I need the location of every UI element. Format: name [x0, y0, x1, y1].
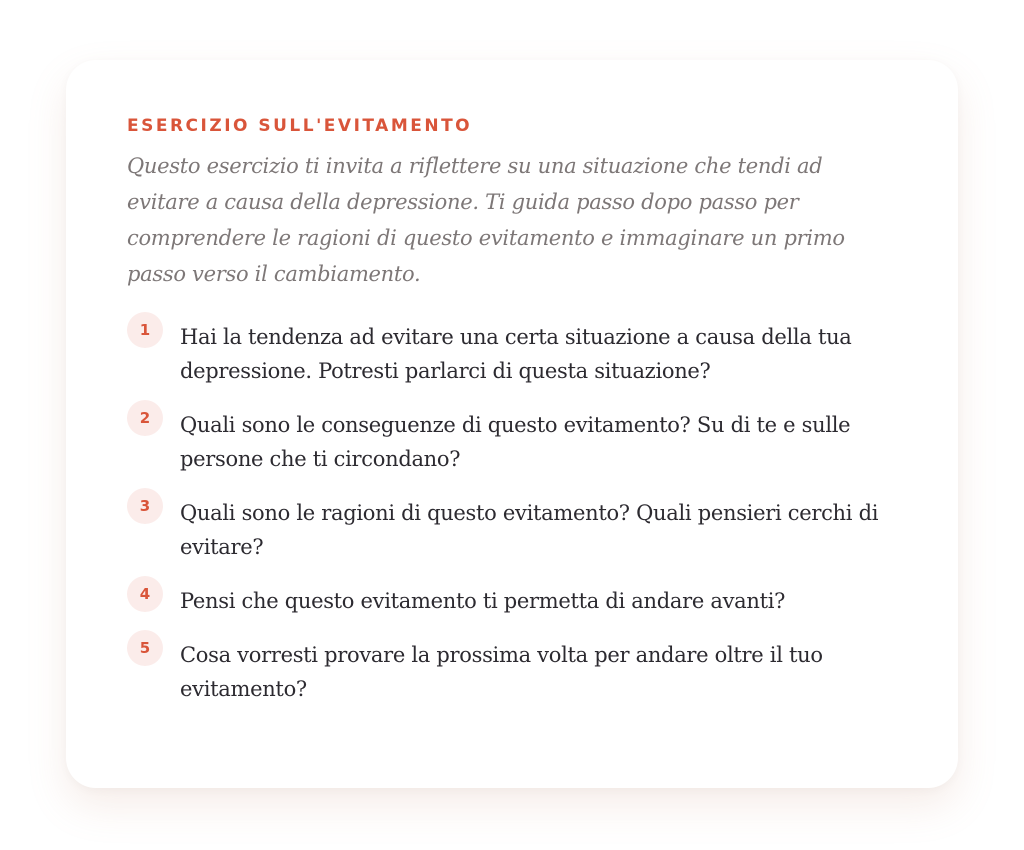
step-text: Cosa vorresti provare la prossima volta per andare oltre il tuo evitamento?: [180, 643, 823, 701]
step-item: [127, 638, 896, 706]
step-number-badge: 1: [127, 312, 163, 348]
step-item: [127, 320, 896, 388]
step-number-badge: 3: [127, 488, 163, 524]
step-text: Quali sono le ragioni di questo evitamento? Quali pensieri cerchi di evitare?: [180, 501, 879, 559]
exercise-title: ESERCIZIO SULL'EVITAMENTO: [127, 116, 473, 136]
step-text: Pensi che questo evitamento ti permetta di andare avanti?: [180, 589, 786, 613]
exercise-intro: Questo esercizio ti invita a riflettere su una situazione che tendi ad evitare a causa della depressione. Ti guida passo dopo passo per comprendere le ragioni di questo evitamento e immaginare un primo passo verso il cambiamento.: [127, 154, 845, 286]
step-text: Quali sono le conseguenze di questo evitamento? Su di te e sulle persone che ti circondano?: [180, 413, 851, 471]
step-text: Hai la tendenza ad evitare una certa situazione a causa della tua depressione. Potresti parlarci di questa situazione?: [180, 325, 852, 383]
step-number-badge: 2: [127, 400, 163, 436]
step-number-badge: 5: [127, 630, 163, 666]
step-item: [127, 408, 896, 476]
step-number-badge: 4: [127, 576, 163, 612]
steps-list: [127, 320, 896, 706]
step-item: [127, 496, 896, 564]
step-item: [127, 584, 896, 618]
exercise-card: [66, 60, 958, 788]
